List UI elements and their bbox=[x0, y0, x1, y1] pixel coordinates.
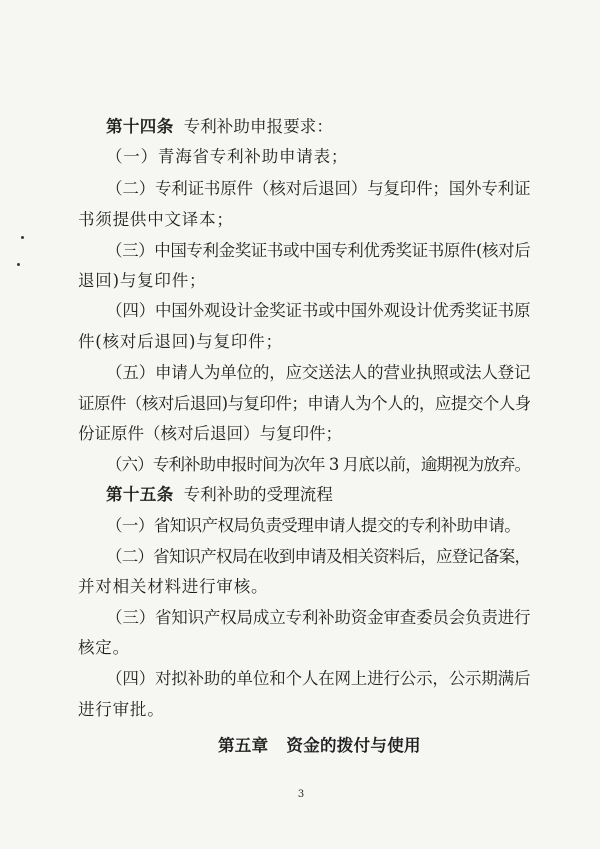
paragraph-line: 退回)与复印件； bbox=[78, 271, 207, 290]
paragraph-line: （三）中国专利金奖证书或中国专利优秀奖证书原件(核对后 bbox=[106, 241, 530, 260]
paragraph-line: （一）青海省专利补助申请表； bbox=[106, 147, 349, 166]
paragraph-line: （六）专利补助申报时间为次年 3 月底以前，逾期视为放弃。 bbox=[106, 455, 530, 474]
article-14-heading bbox=[106, 116, 333, 138]
paragraph-line: 核定。 bbox=[78, 638, 130, 657]
paragraph-line: （四）对拟补助的单位和个人在网上进行公示，公示期满后 bbox=[106, 669, 530, 688]
paragraph-line: 证原件（核对后退回)与复印件；申请人为个人的，应提交个人身 bbox=[78, 394, 530, 413]
article-14-title: 专利补助申报要求： bbox=[183, 117, 334, 136]
article-15-heading bbox=[106, 484, 333, 506]
paragraph-line: （三）省知识产权局成立专利补助资金审查委员会负责进行 bbox=[106, 608, 530, 627]
page-number: 3 bbox=[297, 789, 305, 800]
paragraph-line: 书须提供中文译本； bbox=[78, 210, 234, 229]
paragraph-line: （四）中国外观设计金奖证书或中国外观设计优秀奖证书原 bbox=[106, 301, 530, 320]
chapter-heading bbox=[218, 734, 421, 758]
chapter-label: 第五章 bbox=[218, 736, 269, 755]
paragraph-line: 进行审批。 bbox=[78, 700, 165, 719]
scan-speck bbox=[17, 263, 20, 266]
chapter-title: 资金的拨付与使用 bbox=[286, 736, 421, 755]
paragraph-line: 并对相关材料进行审核。 bbox=[78, 577, 269, 596]
article-15-title: 专利补助的受理流程 bbox=[183, 485, 334, 504]
scan-speck bbox=[21, 236, 24, 239]
article-15-label: 第十五条 bbox=[106, 485, 174, 504]
paragraph-line: （二）专利证书原件（核对后退回）与复印件；国外专利证 bbox=[106, 179, 530, 198]
paragraph-line: 份证原件（核对后退回）与复印件； bbox=[78, 424, 342, 443]
paragraph-line: 件(核对后退回)与复印件； bbox=[78, 332, 283, 351]
paragraph-line: （二）省知识产权局在收到申请及相关资料后，应登记备案， bbox=[106, 547, 530, 566]
article-14-label: 第十四条 bbox=[106, 117, 174, 136]
paragraph-line: （一）省知识产权局负责受理申请人提交的专利补助申请。 bbox=[106, 516, 520, 535]
paragraph-line: （五）申请人为单位的，应交送法人的营业执照或法人登记 bbox=[106, 363, 530, 382]
